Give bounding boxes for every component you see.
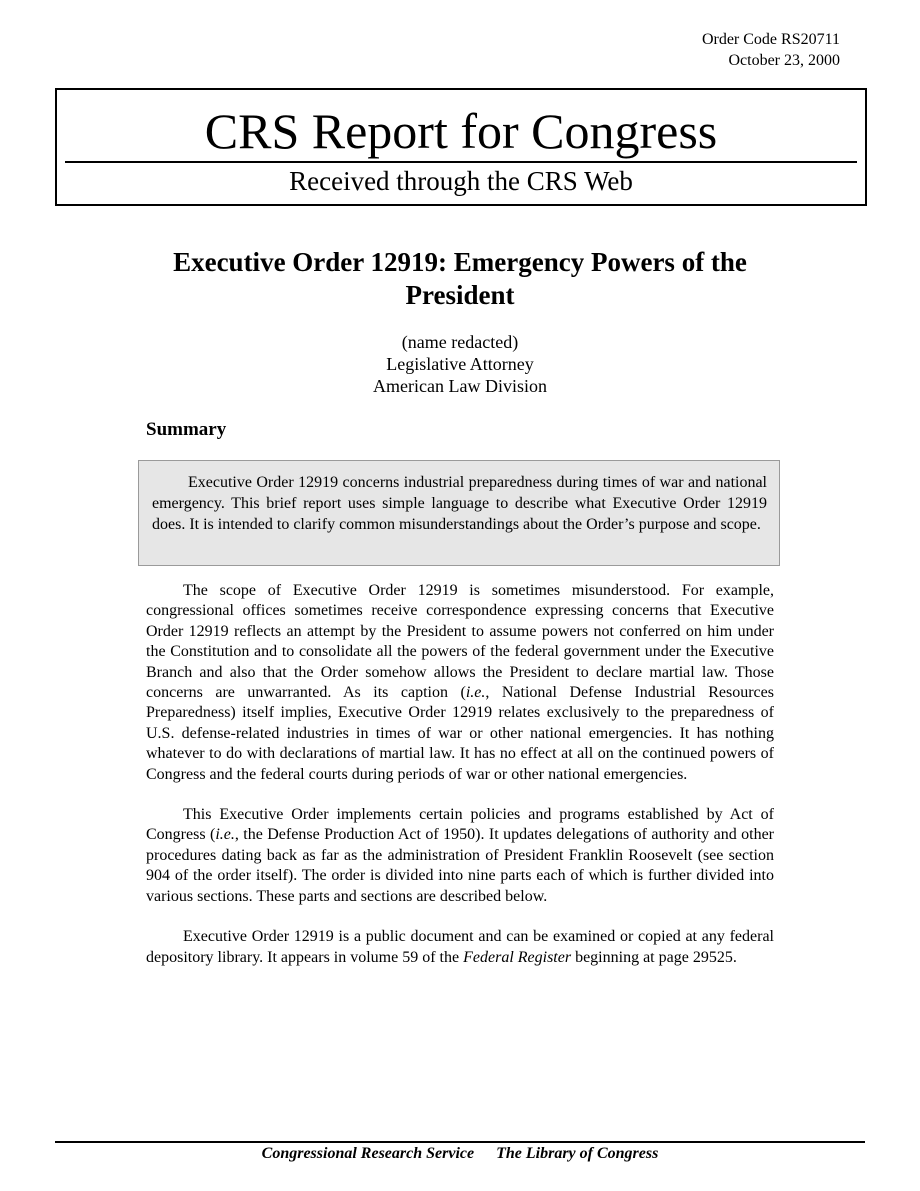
author-block	[260, 331, 660, 397]
order-code: Order Code RS20711	[701, 31, 840, 48]
body-text	[146, 581, 774, 988]
header-divider	[65, 161, 857, 163]
paragraph-scope: The scope of Executive Order 12919 is sometimes misunderstood. For example, congressional offices sometimes receive correspondence expressing concerns that Executive Order 12919 reflects an attempt by the President to assume powers not conferred on him under the Constitution and to consolidate all the powers of the federal government under the Executive Branch and also that the Order somehow allows the President to declare martial law. Those concerns are unwarranted. As its caption (i.e., National Defense Industrial Resources Preparedness) itself implies, Executive Order 12919 relates exclusively to the preparedness of U.S. defense-related industries in times of war or other national emergencies. It has nothing whatever to do with declarations of martial law. It has no effect at all on the continued powers of Congress and the federal courts during periods of war or other national emergencies.	[146, 582, 774, 783]
report-header-box	[55, 88, 867, 206]
author-position: Legislative Attorney	[386, 354, 534, 374]
report-header-subtitle: Received through the CRS Web	[289, 166, 633, 196]
document-title: Executive Order 12919: Emergency Powers of the President	[173, 247, 747, 310]
footer-library: The Library of Congress	[496, 1145, 659, 1162]
author-name: (name redacted)	[401, 332, 519, 352]
summary-box: Executive Order 12919 concerns industrial preparedness during times of war and national emergency. This brief report uses simple language to describe what Executive Order 12919 does. It is intended to clarify common misunderstandings about the Order’s purpose and scope.	[138, 460, 780, 566]
footer	[0, 1144, 920, 1164]
report-date: October 23, 2000	[728, 52, 840, 69]
footer-divider	[55, 1141, 865, 1143]
author-division: American Law Division	[373, 376, 547, 396]
paragraph-implementation: This Executive Order implements certain policies and programs established by Act of Congress (i.e., the Defense Production Act of 1950). It updates delegations of authority and other procedures dating back as far as the administration of President Franklin Roosevelt (see section 904 of the order itself). The order is divided into nine parts each of which is further divided into various sections. These parts and sections are described below.	[146, 806, 774, 905]
paragraph-availability: Executive Order 12919 is a public document and can be examined or copied at any federal depository library. It appears in volume 59 of the Federal Register beginning at page 29525.	[146, 928, 774, 966]
report-header-title: CRS Report for Congress	[204, 103, 718, 159]
order-code-block	[702, 29, 840, 71]
footer-org: Congressional Research Service	[261, 1145, 475, 1162]
summary-heading: Summary	[146, 419, 227, 440]
